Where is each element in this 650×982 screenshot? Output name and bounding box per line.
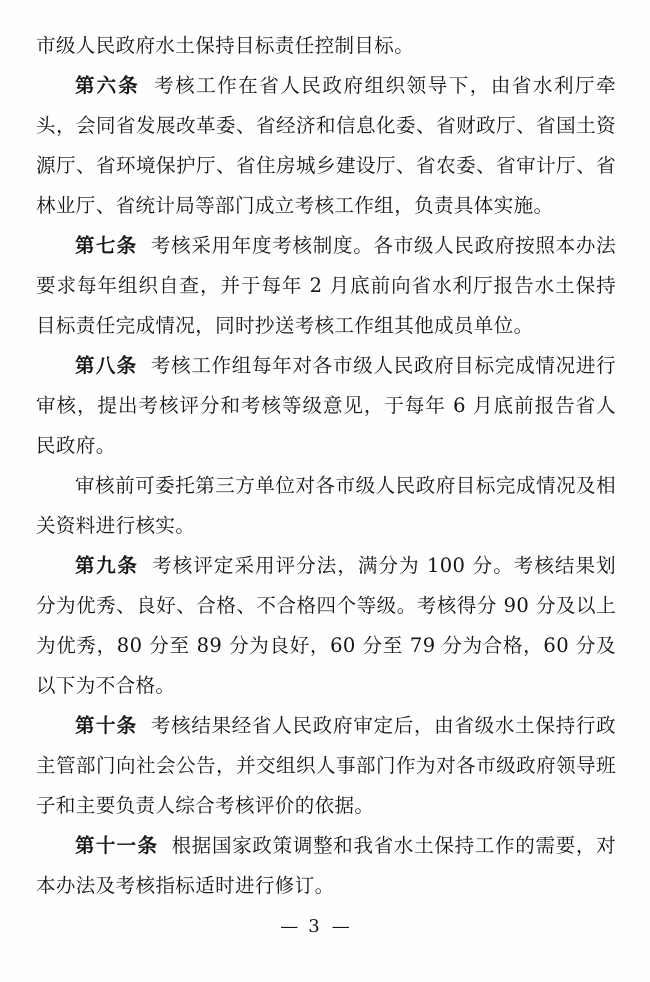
document-body — [36, 26, 616, 906]
paragraph-text: 考核结果经省人民政府审定后，由省级水土保持行政主管部门向社会公告，并交组织人事部门作为对各市级政府领导班子和主要负责人综合考核评价的依据。 — [36, 714, 616, 817]
paragraph — [36, 346, 616, 466]
page-number: 3 — [308, 916, 322, 937]
article-label: 第十一条 — [75, 834, 159, 857]
paragraph-text: 考核工作在省人民政府组织领导下，由省水利厅牵头，会同省发展改革委、省经济和信息化委、省财政厅、省国土资源厅、省环境保护厅、省住房城乡建设厅、省农委、省审计厅、省林业厅、省统计局等部门成立考核工作组，负责具体实施。 — [36, 74, 616, 217]
paragraph-text: 审核前可委托第三方单位对各市级人民政府目标完成情况及相关资料进行核实。 — [36, 474, 616, 537]
paragraph — [36, 546, 616, 706]
article-label: 第七条 — [75, 234, 138, 257]
article-label: 第六条 — [75, 74, 140, 97]
paragraph — [36, 826, 616, 906]
page-footer — [0, 916, 650, 937]
paragraph — [36, 226, 616, 346]
footer-right-dash: — — [331, 916, 350, 937]
footer-left-dash: — — [280, 916, 299, 937]
paragraph-text: 考核工作组每年对各市级人民政府目标完成情况进行审核，提出考核评分和考核等级意见，于每年 6 月底前报告省人民政府。 — [36, 354, 616, 457]
paragraph — [36, 466, 616, 546]
paragraph-text: 考核评定采用评分法，满分为 100 分。考核结果划分为优秀、良好、合格、不合格四个等级。考核得分 90 分及以上为优秀，80 分至 89 分为良好，60 分至 79 分为合格，60 分及以下为不合格。 — [36, 554, 616, 697]
article-label: 第十条 — [75, 714, 138, 737]
paragraph-text: 市级人民政府水土保持目标责任控制目标。 — [36, 34, 415, 57]
paragraph — [36, 66, 616, 226]
paragraph — [36, 26, 616, 66]
paragraph-text: 根据国家政策调整和我省水土保持工作的需要，对本办法及考核指标适时进行修订。 — [36, 834, 616, 897]
article-label: 第八条 — [75, 354, 138, 377]
paragraph-text: 考核采用年度考核制度。各市级人民政府按照本办法要求每年组织自查，并于每年 2 月底前向省水利厅报告水土保持目标责任完成情况，同时抄送考核工作组其他成员单位。 — [36, 234, 616, 337]
article-label: 第九条 — [75, 554, 139, 577]
paragraph — [36, 706, 616, 826]
